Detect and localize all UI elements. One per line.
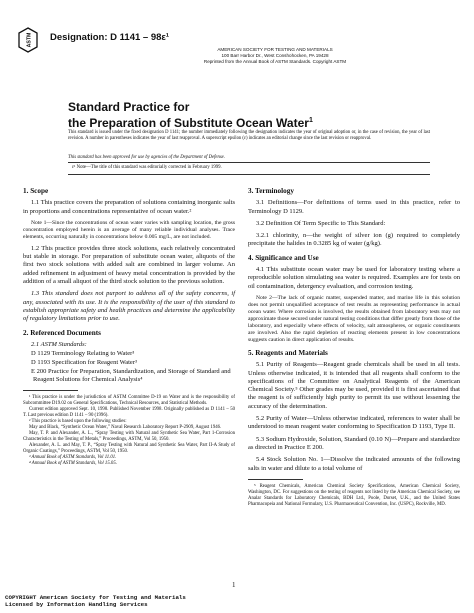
copyright-line-1: COPYRIGHT American Society for Testing and Materials [5, 594, 186, 601]
left-column [23, 187, 235, 467]
footnote-1: ¹ This practice is under the jurisdiction of ASTM Committee D-19 on Water and is the responsibility of Subcommittee D19.02 on General Specifications, Technical Resources, and Statistical Methods. [23, 395, 235, 407]
section-heading-terminology: 3. Terminology [248, 187, 294, 195]
title-line-2: the Preparation of Substitute Ocean Water$^1$ [68, 116, 313, 130]
footnote-2-study-1: May and Black, “Synthetic Ocean Water,” Naval Research Laboratory Report P-2909, August 1946. [29, 425, 222, 431]
reference-d1129: D 1129 Terminology Relating to Water³ [31, 350, 135, 358]
document-title [68, 100, 313, 130]
paragraph-1-3: 1.3 This standard does not purport to address all of the safety concerns, if any, associated with its use. It is the responsibility of the user of this standard to establish appropriate safety and health practices and determine the applicability of regulatory limitations prior to use. [23, 290, 235, 323]
footnote-3: ³ Annual Book of ASTM Standards, Vol 11.01. [29, 455, 117, 461]
paragraph-5-1: 5.1 Purity of Reagents—Reagent grade chemicals shall be used in all tests. Unless otherwise indicated, it is intended that all reagents shall conform to the specifications of the Committee on Analytical Reagents of the American Chemical Society.⁵ Other grades may be used, provided it is first ascertained that the reagent is of sufficiently high purity to permit its use without lessening the accuracy of the determination. [248, 361, 460, 410]
svg-text:ASTM: ASTM [26, 32, 33, 48]
footnote-edition: Current edition approved Sept. 10, 1998. Published November 1998. Originally published as D 1141 – 50 T. Last previous edition D 1141 – 90 (1996). [23, 407, 235, 419]
copyright-notice [5, 594, 186, 608]
divider [68, 174, 430, 175]
paragraph-5-3: 5.3 Sodium Hydroxide, Solution, Standard (0.10 N)—Prepare and standardize as directed in Practice E 200. [248, 435, 460, 451]
footnote-divider [248, 479, 303, 480]
paragraph-4-1: 4.1 This substitute ocean water may be used for laboratory testing where a reproducible solution simulating sea water is required. Examples are for tests on oil contamination, detergency evaluation, and corrosion testing. [248, 266, 460, 290]
publisher-block [160, 47, 390, 65]
issuance-statement: This standard is issued under the fixed designation D 1141; the number immediately following the designation indicates the year of original adoption or, in the case of revision, the year of last revision. A number in parentheses indicates the year of last reapproval. A superscript epsilon (ε) indicates an editorial change since the last revision or reapproval. [68, 130, 430, 142]
paragraph-3-1: 3.1 Definitions—For definitions of terms used in this practice, refer to Terminology D 1129. [248, 199, 460, 215]
note-2: Note 2—The lack of organic matter, suspended matter, and marine life in this solution does not permit unqualified acceptance of test results as representing performance in actual ocean water. Where corrosion is involved, the results obtained from laboratory tests may not approximate those secured under natural testing conditions that differ greatly from those of the laboratory, and especially where effects of velocity, salt atmospheres, or organic constituents are involved. Also the rapid depletion of reacting elements present in low concentrations suggests caution in direct application of results. [248, 294, 460, 343]
section-heading-significance: 4. Significance and Use [248, 253, 319, 262]
section-heading-reagents: 5. Reagents and Materials [248, 348, 328, 357]
footnote-5: ⁵ Reagent Chemicals, American Chemical Society Specifications, American Chemical Society, Washington, DC. For suggestions on the testing of reagents not listed by the American Chemical Society, see Analar Standards for Laboratory Chemicals, BDH Ltd., Poole, Dorset, U.K., and the United States Pharmacopeia and National Formulary, U.S. Pharmaceutical Convention, Inc. (USPC), Rockville, MD. [248, 483, 460, 507]
publisher-address: 100 Barr Harbor Dr., West Conshohocken, PA 19428 [221, 53, 329, 58]
designation: Designation: D 1141 – 98ε¹ [50, 32, 170, 43]
editorial-note: ε¹ Note—The title of this standard was editorially corrected in February 1999. [72, 165, 222, 170]
astm-logo-icon [18, 27, 38, 53]
paragraph-1-1: 1.1 This practice covers the preparation of solutions containing inorganic salts in proportions and concentrations representative of ocean water.² [23, 199, 235, 215]
paragraph-2-1: 2.1 ASTM Standards: [31, 340, 87, 348]
publisher-reprint: Reprinted from the Annual Book of ASTM Standards. Copyright ASTM [203, 59, 347, 64]
reference-e200: E 200 Practice for Preparation, Standardization, and Storage of Standard and Reagent Solutions for Chemical Analysis⁴ [31, 367, 231, 384]
footnote-2-study-3: Alexander, A. L. and May, T. P., “Spray Testing with Natural and Synthetic Sea Water, Part II-A Study of Organic Coatings,” Proceedings, ASTM, Vol 50, 1950. [23, 443, 235, 455]
paragraph-3-2: 3.2 Definition Of Term Specific to This Standard: [256, 219, 386, 227]
page-number: 1 [232, 581, 236, 589]
note-1: Note 1—Since the concentrations of ocean water varies with sampling location, the gross concentration employed herein is an average of many reliable individual analyses. Trace elements, occurring naturally in concentrations below 0.005 mg/L, are not included. [23, 219, 235, 240]
right-column [248, 187, 460, 508]
paragraph-5-2: 5.2 Purity of Water—Unless otherwise indicated, references to water shall be understood to mean reagent water conforming to Specification D 1193, Type II. [248, 415, 460, 431]
reference-d1193: D 1193 Specification for Reagent Water³ [31, 358, 137, 366]
paragraph-3-2-1: 3.2.1 chlorinity, n—the weight of silver ion (g) required to completely precipitate the halides in 0.3285 kg of water (g/kg). [248, 232, 460, 248]
section-heading-scope: 1. Scope [23, 187, 49, 195]
footnote-4: ⁴ Annual Book of ASTM Standards, Vol 15.05. [29, 461, 117, 467]
divider [68, 162, 430, 163]
section-heading-referenced-documents: 2. Referenced Documents [23, 328, 101, 337]
footnote-divider [23, 390, 78, 391]
title-footnote-ref: 1 [308, 117, 313, 124]
paragraph-1-2: 1.2 This practice provides three stock solutions, each relatively concentrated but stable in storage. For preparation of substitute ocean water, aliquots of the first two stock solutions with added salt are combined in larger volume. An added refinement in adjustment of heavy metal concentration is provided by the addition of a small aliquot of the third stock solution to the previous solution. [23, 244, 235, 286]
copyright-line-2: Licensed by Information Handling Services [5, 601, 148, 608]
footnote-2: ² This practice is based upon the following studies: [29, 419, 127, 425]
paragraph-5-4: 5.4 Stock Solution No. 1—Dissolve the indicated amounts of the following salts in water and dilute to a total volume of [248, 456, 460, 472]
footnote-2-study-2: May, T. P. and Alexander, A. L., “Spray Testing with Natural and Synthetic Sea Water, Part 1-Corrosion Characteristics in the Testing of Metals,” Proceedings, ASTM, Vol 50, 1950. [23, 431, 235, 443]
defense-approval: This standard has been approved for use by agencies of the Department of Defense. [68, 155, 225, 160]
title-line-1: Standard Practice for [68, 100, 190, 114]
publisher-name: AMERICAN SOCIETY FOR TESTING AND MATERIALS [217, 47, 333, 52]
